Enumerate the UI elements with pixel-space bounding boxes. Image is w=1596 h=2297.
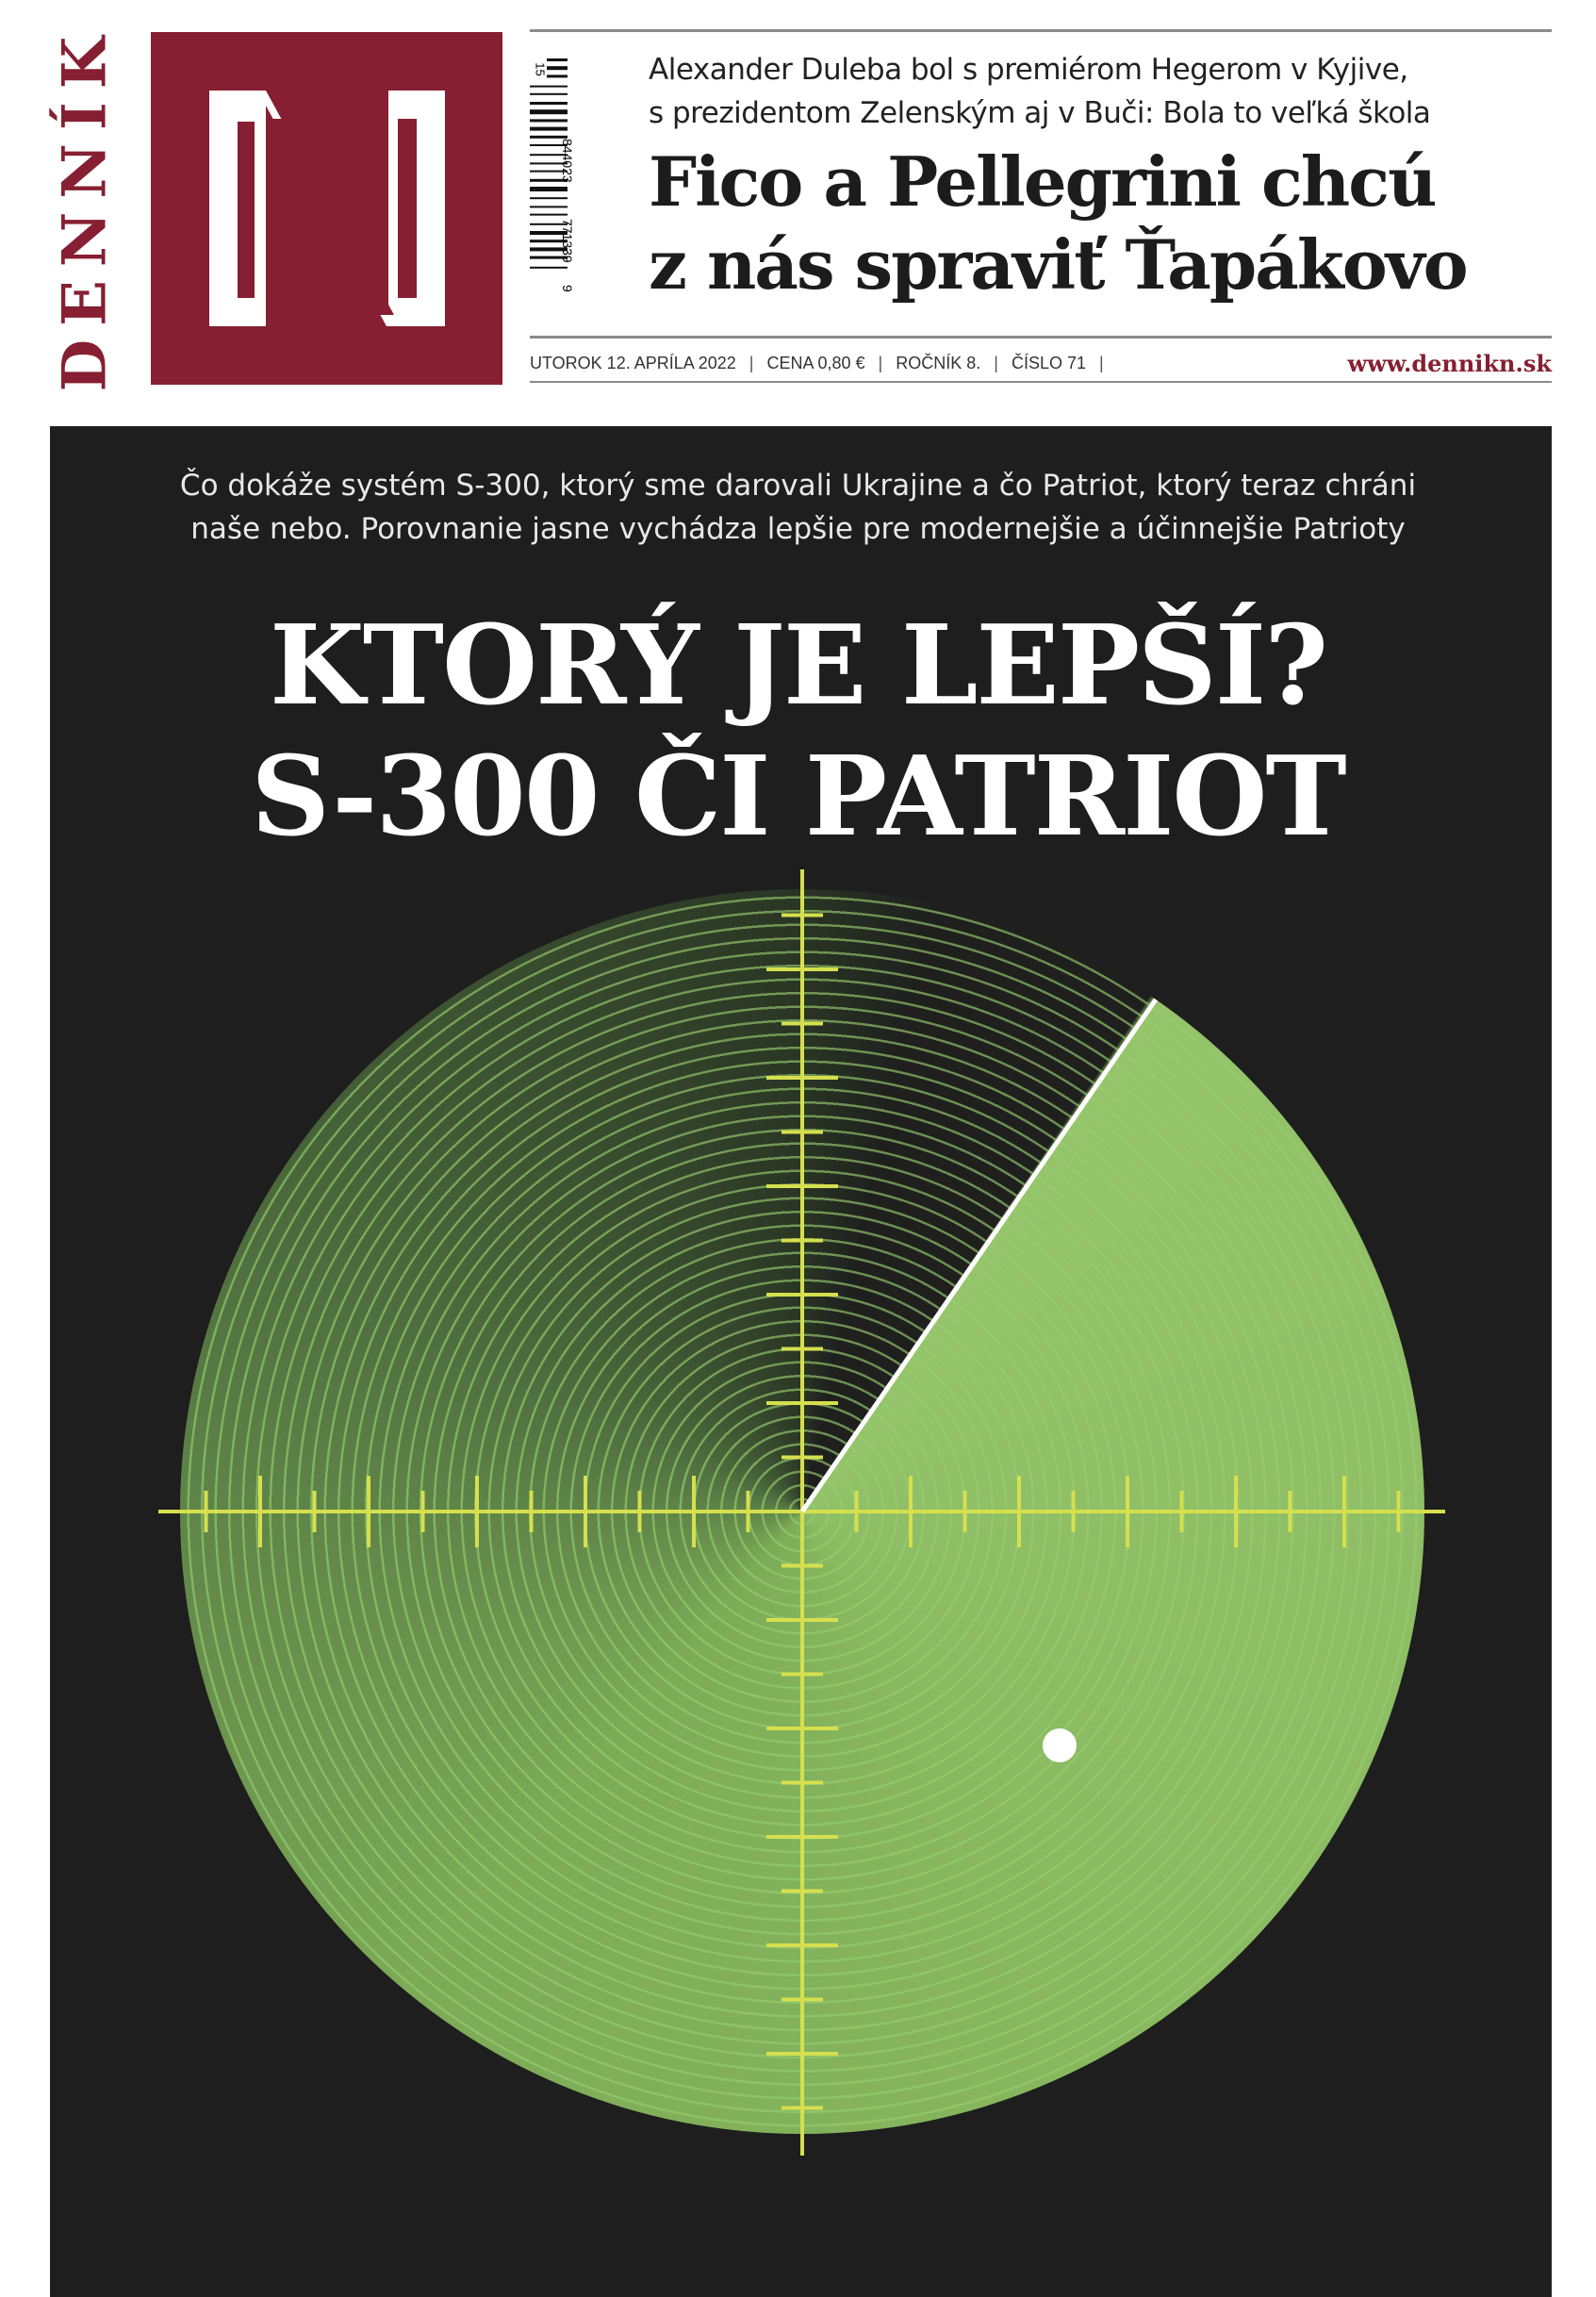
issue-price: CENA 0,80 € [766, 353, 865, 372]
separator: | [994, 353, 998, 372]
barcode-number-top: 844023 [560, 139, 575, 183]
radar-target-blip [1043, 1728, 1077, 1762]
headline-line-2[interactable]: z nás spraviť Ťapákovo [649, 224, 1467, 305]
headline-line-1[interactable]: Fico a Pellegrini chcú [649, 141, 1436, 222]
cover-intro-line-1: Čo dokáže systém S-300, ktorý sme darovali Ukrajine a čo Patriot, ktorý teraz chráni [179, 469, 1417, 503]
radar-sweep-line [802, 1000, 1156, 1512]
teaser-line-1[interactable]: Alexander Duleba bol s premiérom Hegerom v Kyjive, [649, 53, 1408, 87]
issue-date: UTOROK 12. APRÍLA 2022 [530, 353, 736, 372]
issue-volume: ROČNÍK 8. [896, 353, 981, 372]
issue-number: ČÍSLO 71 [1011, 353, 1086, 372]
cover-title-line-2: S-300 ČI PATRIOT [251, 733, 1345, 861]
teaser-line-2[interactable]: s prezidentom Zelenským aj v Buči: Bola to veľká škola [649, 96, 1431, 130]
cover-intro-line-2: naše nebo. Porovnanie jasne vychádza lepšie pre modernejšie a účinnejšie Patrioty [190, 512, 1406, 546]
separator: | [749, 353, 754, 372]
separator: | [1099, 353, 1104, 372]
website-link[interactable]: www.dennikn.sk [1347, 349, 1552, 377]
separator: | [878, 353, 883, 372]
barcode-number-bottom: 771339 [560, 219, 575, 263]
brand-wordmark: DENNÍK [49, 23, 121, 392]
barcode-prefix: 9 [560, 285, 575, 292]
barcode-issue: 15 [533, 62, 548, 76]
cover-title-line-1: KTORÝ JE LEPŠÍ? [269, 602, 1327, 730]
